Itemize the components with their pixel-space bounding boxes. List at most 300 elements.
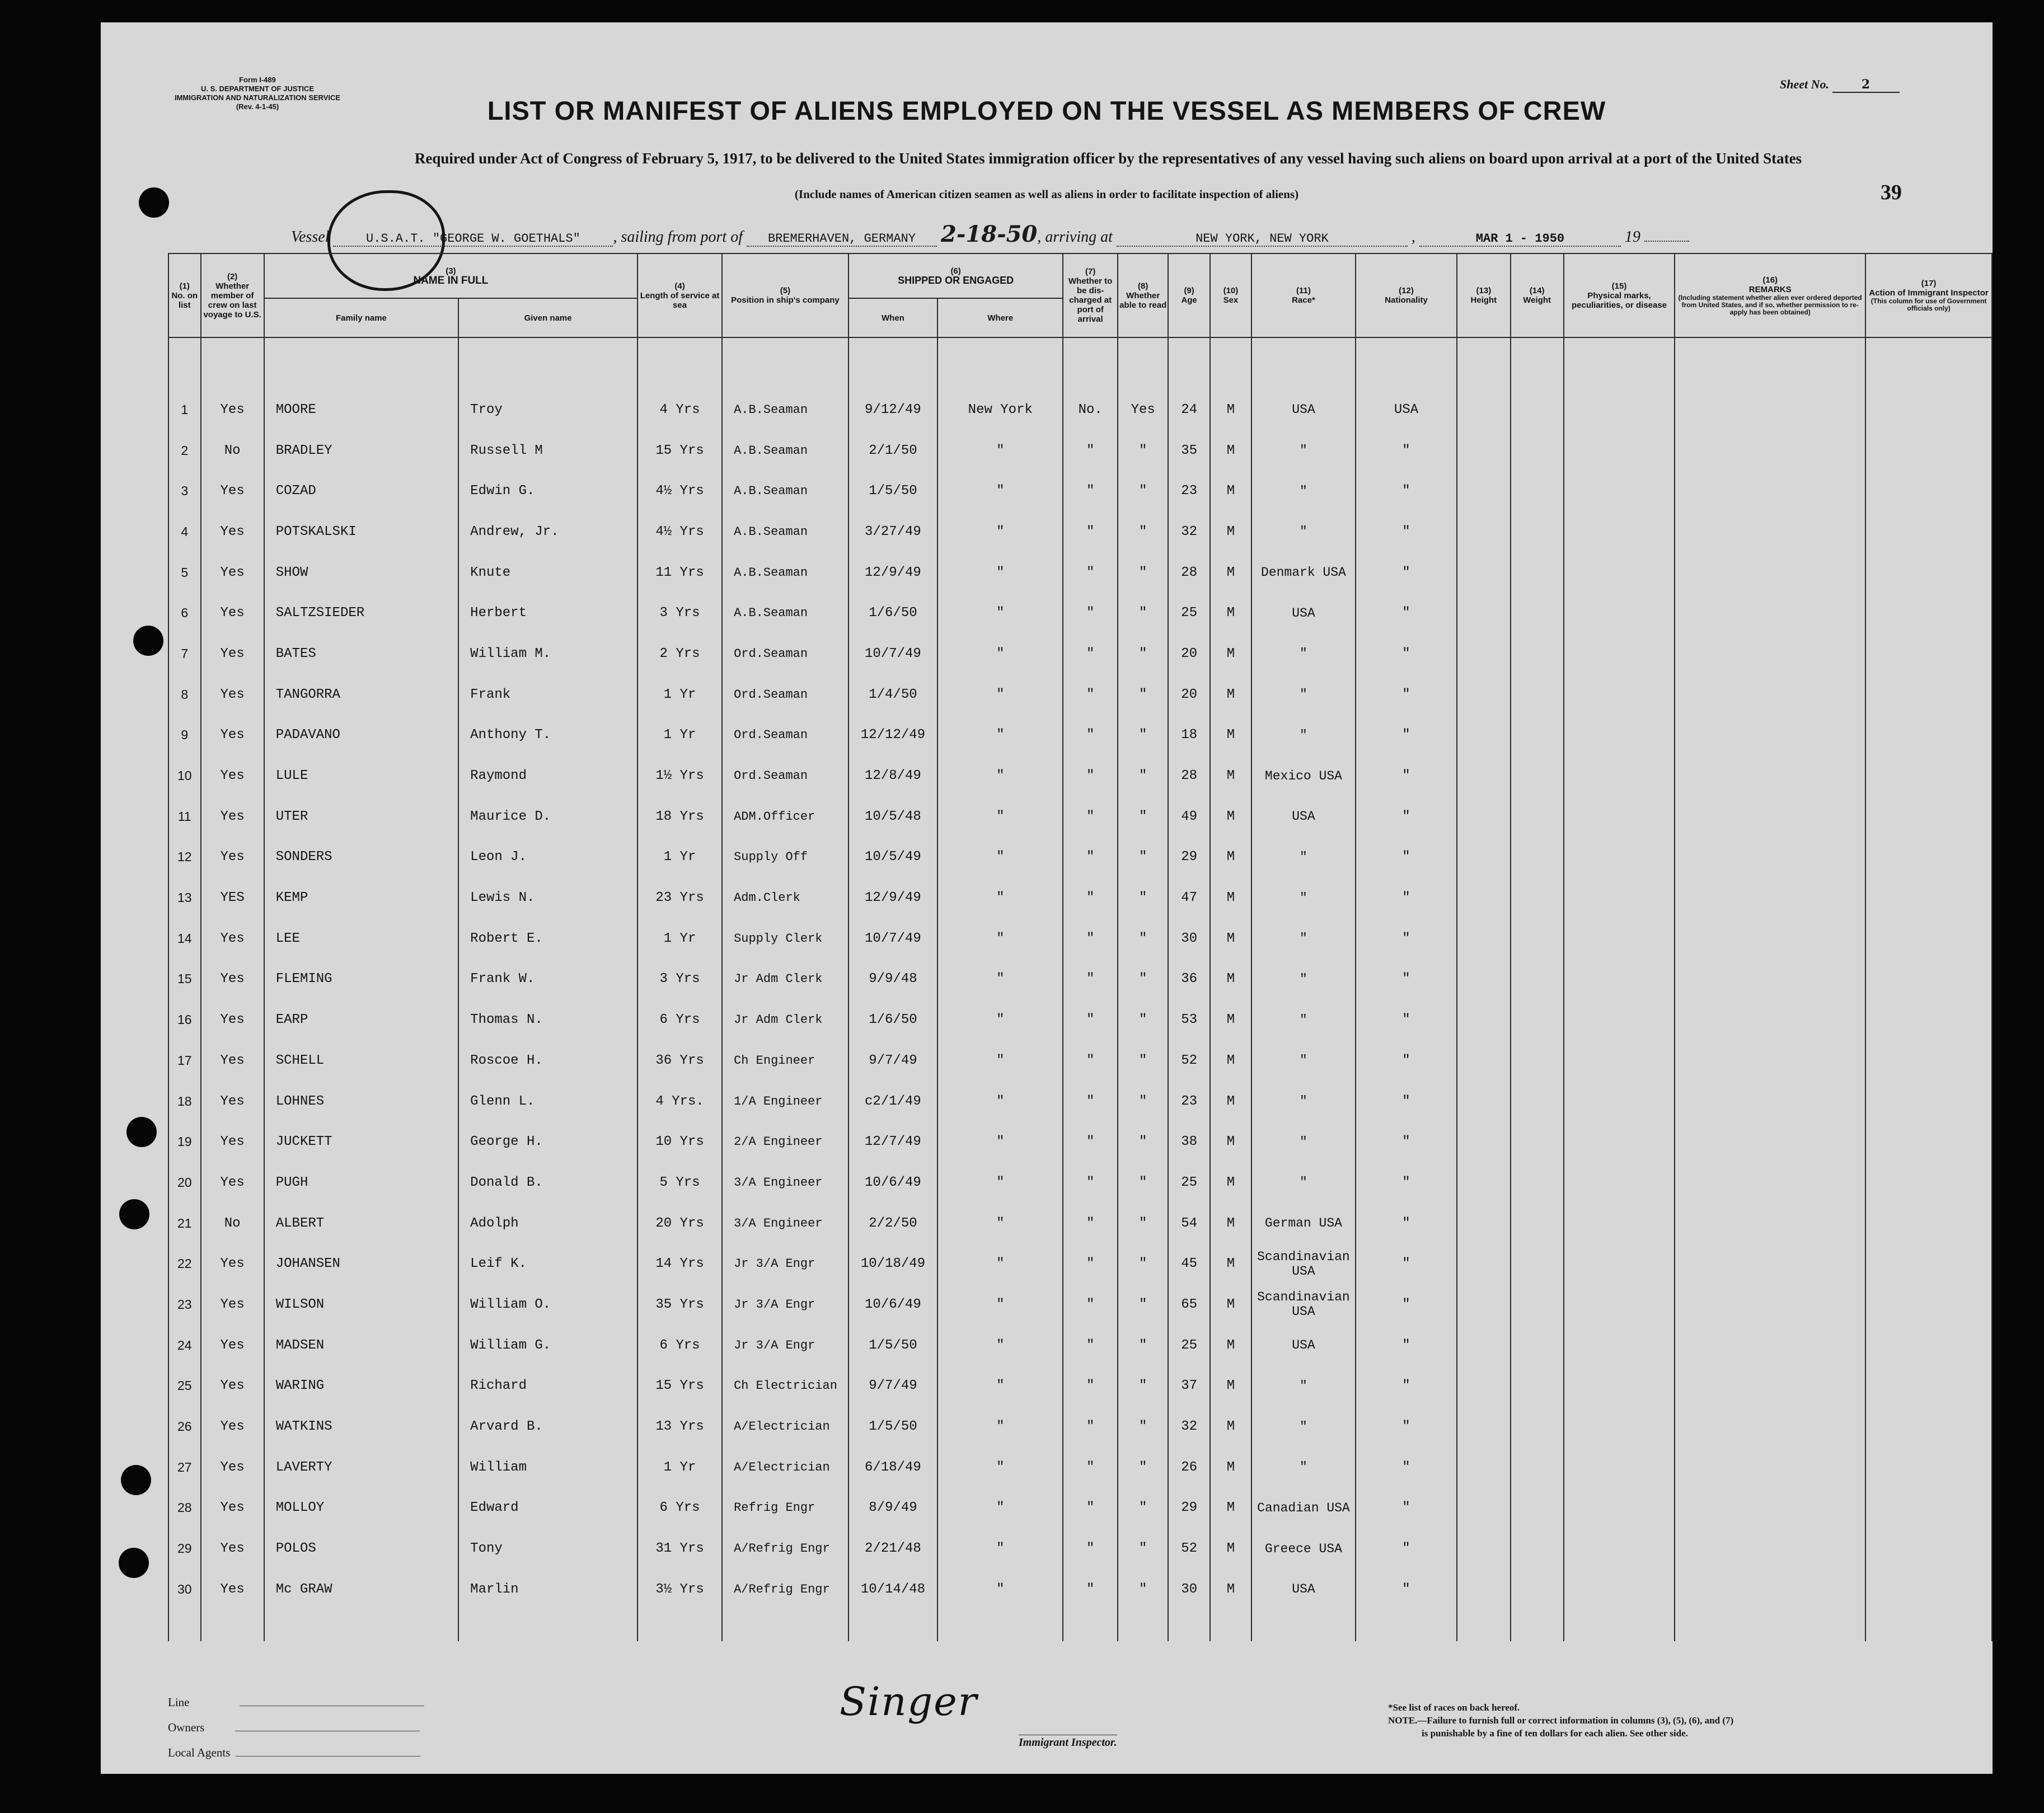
nationality-cell: " bbox=[1356, 1040, 1457, 1081]
header-able-to-read: Whether able to read bbox=[1119, 290, 1167, 310]
race-cell: " bbox=[1251, 959, 1356, 1000]
remarks-cell bbox=[1675, 796, 1865, 837]
service-length-cell: 2 Yrs bbox=[637, 633, 722, 674]
weight-cell bbox=[1511, 1488, 1564, 1529]
discharged-cell: " bbox=[1063, 796, 1117, 837]
physical-marks-cell bbox=[1564, 471, 1675, 511]
sex-cell: M bbox=[1210, 1081, 1251, 1122]
last-voyage-cell: Yes bbox=[201, 1121, 264, 1162]
family-name-cell: Mc GRAW bbox=[264, 1569, 458, 1610]
row-number: 4 bbox=[168, 511, 201, 552]
race-cell: " bbox=[1251, 999, 1356, 1040]
age-cell: 25 bbox=[1168, 593, 1209, 633]
shipped-where-cell: " bbox=[937, 1081, 1063, 1122]
owners-label: Owners bbox=[168, 1721, 205, 1734]
form-number: Form I-489 bbox=[239, 76, 276, 84]
weight-cell bbox=[1511, 1325, 1564, 1366]
manifest-sheet bbox=[101, 22, 1993, 1774]
height-cell bbox=[1457, 837, 1510, 878]
service-length-cell: 6 Yrs bbox=[637, 1488, 722, 1529]
header-last-voyage: Whether member of crew on last voyage to U.S. bbox=[203, 281, 261, 320]
able-to-read-cell: " bbox=[1118, 1203, 1169, 1244]
able-to-read-cell: " bbox=[1118, 430, 1169, 471]
nationality-cell: " bbox=[1356, 1243, 1457, 1284]
age-cell: 49 bbox=[1168, 796, 1209, 837]
crew-row bbox=[168, 1406, 1992, 1447]
height-cell bbox=[1457, 1406, 1510, 1447]
race-cell: USA bbox=[1251, 796, 1356, 837]
remarks-cell bbox=[1675, 1040, 1865, 1081]
inspector-action-cell bbox=[1865, 1040, 1992, 1081]
discharged-cell: " bbox=[1063, 959, 1117, 1000]
nationality-cell: " bbox=[1356, 552, 1457, 593]
page-title: LIST OR MANIFEST OF ALIENS EMPLOYED ON THE VESSEL AS MEMBERS OF CREW bbox=[487, 96, 1606, 125]
row-number: 19 bbox=[168, 1121, 201, 1162]
inspector-action-cell bbox=[1865, 1528, 1992, 1569]
race-cell: USA bbox=[1251, 1325, 1356, 1366]
height-cell bbox=[1457, 1081, 1510, 1122]
shipped-where-cell: " bbox=[937, 1569, 1063, 1610]
remarks-cell bbox=[1675, 1488, 1865, 1529]
age-cell: 35 bbox=[1168, 430, 1209, 471]
col-number-5: (5) bbox=[780, 286, 791, 295]
discharged-cell: " bbox=[1063, 1121, 1117, 1162]
discharged-cell: " bbox=[1063, 511, 1117, 552]
row-number: 29 bbox=[168, 1528, 201, 1569]
family-name-cell: SHOW bbox=[264, 552, 458, 593]
sex-cell: M bbox=[1210, 1406, 1251, 1447]
height-cell bbox=[1457, 633, 1510, 674]
row-number: 14 bbox=[168, 918, 201, 959]
service-length-cell: 11 Yrs bbox=[637, 552, 722, 593]
family-name-cell: EARP bbox=[264, 999, 458, 1040]
weight-cell bbox=[1511, 796, 1564, 837]
service-length-cell: 20 Yrs bbox=[637, 1203, 722, 1244]
nationality-cell: " bbox=[1356, 1488, 1457, 1529]
discharged-cell: " bbox=[1063, 430, 1117, 471]
service-length-cell: 4½ Yrs bbox=[637, 511, 722, 552]
position-cell: 3/A Engineer bbox=[722, 1203, 848, 1244]
service-length-cell: 14 Yrs bbox=[637, 1243, 722, 1284]
discharged-cell: " bbox=[1063, 1081, 1117, 1122]
shipped-when-cell: 1/5/50 bbox=[848, 1325, 937, 1366]
shipped-where-cell: " bbox=[937, 796, 1063, 837]
given-name-cell: Glenn L. bbox=[458, 1081, 637, 1122]
position-cell: Jr 3/A Engr bbox=[722, 1325, 848, 1366]
shipped-when-cell: 2/2/50 bbox=[848, 1203, 937, 1244]
height-cell bbox=[1457, 1284, 1510, 1325]
remarks-cell bbox=[1675, 999, 1865, 1040]
age-cell: 23 bbox=[1168, 471, 1209, 511]
inspector-action-cell bbox=[1865, 918, 1992, 959]
handwritten-date: 2-18-50 bbox=[940, 221, 1038, 247]
crew-row bbox=[168, 552, 1992, 593]
vessel-name: U.S.A.T. "GEORGE W. GOETHALS" bbox=[333, 232, 613, 247]
race-cell: USA bbox=[1251, 593, 1356, 633]
row-number: 24 bbox=[168, 1325, 201, 1366]
crew-row bbox=[168, 1081, 1992, 1122]
row-number: 13 bbox=[168, 877, 201, 918]
family-name-cell: WILSON bbox=[264, 1284, 458, 1325]
given-name-cell: Lewis N. bbox=[458, 877, 637, 918]
row-number: 8 bbox=[168, 674, 201, 715]
family-name-cell: FLEMING bbox=[264, 959, 458, 1000]
last-voyage-cell: Yes bbox=[201, 1284, 264, 1325]
family-name-cell: PADAVANO bbox=[264, 715, 458, 756]
physical-marks-cell bbox=[1564, 674, 1675, 715]
race-cell: " bbox=[1251, 1406, 1356, 1447]
shipped-when-cell: 6/18/49 bbox=[848, 1447, 937, 1488]
race-cell: USA bbox=[1251, 389, 1356, 430]
height-cell bbox=[1457, 918, 1510, 959]
given-name-cell: Troy bbox=[458, 389, 637, 430]
service-length-cell: 1 Yr bbox=[637, 918, 722, 959]
shipped-where-cell: " bbox=[937, 1284, 1063, 1325]
able-to-read-cell: " bbox=[1118, 552, 1169, 593]
inspector-label: Immigrant Inspector. bbox=[1019, 1735, 1117, 1749]
shipped-where-cell: " bbox=[937, 1203, 1063, 1244]
shipped-where-cell: " bbox=[937, 430, 1063, 471]
race-cell: " bbox=[1251, 633, 1356, 674]
service-length-cell: 18 Yrs bbox=[637, 796, 722, 837]
shipped-where-cell: " bbox=[937, 1528, 1063, 1569]
discharged-cell: " bbox=[1063, 999, 1117, 1040]
physical-marks-cell bbox=[1564, 796, 1675, 837]
arriving-label: , arriving at bbox=[1037, 228, 1113, 246]
age-cell: 20 bbox=[1168, 674, 1209, 715]
able-to-read-cell: " bbox=[1118, 959, 1169, 1000]
remarks-cell bbox=[1675, 918, 1865, 959]
crew-row bbox=[168, 837, 1992, 878]
race-cell: Canadian USA bbox=[1251, 1488, 1356, 1529]
inspector-action-cell bbox=[1865, 755, 1992, 796]
shipped-where-cell: " bbox=[937, 1121, 1063, 1162]
nationality-cell: " bbox=[1356, 633, 1457, 674]
sex-cell: M bbox=[1210, 837, 1251, 878]
physical-marks-cell bbox=[1564, 430, 1675, 471]
position-cell: Ord.Seaman bbox=[722, 674, 848, 715]
service-length-cell: 36 Yrs bbox=[637, 1040, 722, 1081]
penalty-note-1: NOTE.—Failure to furnish full or correct information in columns (3), (5), (6), and (7) bbox=[1388, 1715, 1734, 1726]
family-name-cell: ALBERT bbox=[264, 1203, 458, 1244]
service-length-cell: 1½ Yrs bbox=[637, 755, 722, 796]
position-cell: Supply Clerk bbox=[722, 918, 848, 959]
header-race: Race* bbox=[1292, 295, 1315, 305]
family-name-cell: LULE bbox=[264, 755, 458, 796]
remarks-cell bbox=[1675, 471, 1865, 511]
discharged-cell: " bbox=[1063, 593, 1117, 633]
position-cell: Jr Adm Clerk bbox=[722, 999, 848, 1040]
nationality-cell: " bbox=[1356, 837, 1457, 878]
given-name-cell: Robert E. bbox=[458, 918, 637, 959]
shipped-where-cell: " bbox=[937, 552, 1063, 593]
position-cell: A/Refrig Engr bbox=[722, 1528, 848, 1569]
given-name-cell: Frank bbox=[458, 674, 637, 715]
weight-cell bbox=[1511, 1121, 1564, 1162]
family-name-cell: WARING bbox=[264, 1366, 458, 1407]
header-shipped-engaged: SHIPPED OR ENGAGED bbox=[898, 275, 1014, 286]
given-name-cell: Donald B. bbox=[458, 1162, 637, 1203]
able-to-read-cell: " bbox=[1118, 715, 1169, 756]
age-cell: 25 bbox=[1168, 1325, 1209, 1366]
header-no-on-list: No. on list bbox=[171, 290, 198, 310]
remarks-cell bbox=[1675, 633, 1865, 674]
row-number: 10 bbox=[168, 755, 201, 796]
inspector-action-cell bbox=[1865, 999, 1992, 1040]
inspector-action-cell bbox=[1865, 715, 1992, 756]
race-cell: Greece USA bbox=[1251, 1528, 1356, 1569]
row-number: 23 bbox=[168, 1284, 201, 1325]
position-cell: A.B.Seaman bbox=[722, 593, 848, 633]
arrival-date-stamp: MAR 1 - 1950 bbox=[1419, 232, 1621, 247]
discharged-cell: " bbox=[1063, 552, 1117, 593]
shipped-when-cell: 10/7/49 bbox=[848, 633, 937, 674]
remarks-cell bbox=[1675, 1081, 1865, 1122]
shipped-where-cell: " bbox=[937, 1447, 1063, 1488]
sex-cell: M bbox=[1210, 715, 1251, 756]
height-cell bbox=[1457, 471, 1510, 511]
age-cell: 52 bbox=[1168, 1528, 1209, 1569]
able-to-read-cell: Yes bbox=[1118, 389, 1169, 430]
col-number-9: (9) bbox=[1184, 286, 1194, 295]
crew-row bbox=[168, 1040, 1992, 1081]
row-number: 25 bbox=[168, 1366, 201, 1407]
discharged-cell: " bbox=[1063, 674, 1117, 715]
family-name-cell: BATES bbox=[264, 633, 458, 674]
weight-cell bbox=[1511, 633, 1564, 674]
able-to-read-cell: " bbox=[1118, 796, 1169, 837]
able-to-read-cell: " bbox=[1118, 755, 1169, 796]
crew-row bbox=[168, 471, 1992, 511]
weight-cell bbox=[1511, 389, 1564, 430]
race-cell: " bbox=[1251, 837, 1356, 878]
shipped-when-cell: 10/5/49 bbox=[848, 837, 937, 878]
inspector-action-cell bbox=[1865, 877, 1992, 918]
position-cell: Jr Adm Clerk bbox=[722, 959, 848, 1000]
row-number: 30 bbox=[168, 1569, 201, 1610]
age-cell: 38 bbox=[1168, 1121, 1209, 1162]
discharged-cell: " bbox=[1063, 1162, 1117, 1203]
inspector-action-cell bbox=[1865, 1406, 1992, 1447]
shipped-when-cell: 10/18/49 bbox=[848, 1243, 937, 1284]
given-name-cell: Edward bbox=[458, 1488, 637, 1529]
nationality-cell: " bbox=[1356, 471, 1457, 511]
family-name-cell: LOHNES bbox=[264, 1081, 458, 1122]
sex-cell: M bbox=[1210, 633, 1251, 674]
inspector-action-cell bbox=[1865, 1284, 1992, 1325]
able-to-read-cell: " bbox=[1118, 471, 1169, 511]
race-cell: " bbox=[1251, 1040, 1356, 1081]
shipped-when-cell: 12/8/49 bbox=[848, 755, 937, 796]
physical-marks-cell bbox=[1564, 837, 1675, 878]
discharged-cell: " bbox=[1063, 755, 1117, 796]
footer-agents-field bbox=[168, 1746, 420, 1760]
given-name-cell: George H. bbox=[458, 1121, 637, 1162]
position-cell: A.B.Seaman bbox=[722, 471, 848, 511]
physical-marks-cell bbox=[1564, 1447, 1675, 1488]
shipped-when-cell: 3/27/49 bbox=[848, 511, 937, 552]
given-name-cell: Herbert bbox=[458, 593, 637, 633]
last-voyage-cell: Yes bbox=[201, 999, 264, 1040]
height-cell bbox=[1457, 1121, 1510, 1162]
last-voyage-cell: Yes bbox=[201, 796, 264, 837]
remarks-cell bbox=[1675, 1243, 1865, 1284]
last-voyage-cell: Yes bbox=[201, 1406, 264, 1447]
given-name-cell: Raymond bbox=[458, 755, 637, 796]
race-cell: " bbox=[1251, 918, 1356, 959]
header-remarks-note: (Including statement whether alien ever ordered deported from United States, and if so, whether permission to re-apply has been obtained) bbox=[1678, 293, 1862, 316]
shipped-when-cell: 8/9/49 bbox=[848, 1488, 937, 1529]
weight-cell bbox=[1511, 1528, 1564, 1569]
row-number: 16 bbox=[168, 999, 201, 1040]
inspector-action-cell bbox=[1865, 1243, 1992, 1284]
crew-row bbox=[168, 511, 1992, 552]
row-number: 2 bbox=[168, 430, 201, 471]
shipped-when-cell: 1/5/50 bbox=[848, 471, 937, 511]
position-cell: Adm.Clerk bbox=[722, 877, 848, 918]
remarks-cell bbox=[1675, 552, 1865, 593]
discharged-cell: " bbox=[1063, 1569, 1117, 1610]
position-cell: Ch Electrician bbox=[722, 1366, 848, 1407]
able-to-read-cell: " bbox=[1118, 1447, 1169, 1488]
height-cell bbox=[1457, 1488, 1510, 1529]
nationality-cell: " bbox=[1356, 511, 1457, 552]
physical-marks-cell bbox=[1564, 1284, 1675, 1325]
row-number: 5 bbox=[168, 552, 201, 593]
last-voyage-cell: Yes bbox=[201, 1325, 264, 1366]
family-name-cell: UTER bbox=[264, 796, 458, 837]
footer-owners-field bbox=[168, 1721, 420, 1735]
sex-cell: M bbox=[1210, 1447, 1251, 1488]
last-voyage-cell: Yes bbox=[201, 552, 264, 593]
remarks-cell bbox=[1675, 1406, 1865, 1447]
row-number: 20 bbox=[168, 1162, 201, 1203]
shipped-where-cell: " bbox=[937, 877, 1063, 918]
given-name-cell: Russell M bbox=[458, 430, 637, 471]
vessel-label: Vessel bbox=[291, 228, 330, 246]
nationality-cell: " bbox=[1356, 1406, 1457, 1447]
crew-row bbox=[168, 1366, 1992, 1407]
nationality-cell: " bbox=[1356, 593, 1457, 633]
last-voyage-cell: No bbox=[201, 430, 264, 471]
crew-row bbox=[168, 715, 1992, 756]
shipped-when-cell: 2/21/48 bbox=[848, 1528, 937, 1569]
shipped-where-cell: " bbox=[937, 1162, 1063, 1203]
inspector-action-cell bbox=[1865, 1203, 1992, 1244]
header-discharged: Whether to be dis-charged at port of arrival bbox=[1068, 276, 1113, 324]
sex-cell: M bbox=[1210, 1162, 1251, 1203]
age-cell: 47 bbox=[1168, 877, 1209, 918]
binder-hole bbox=[139, 187, 169, 218]
family-name-cell: SALTZSIEDER bbox=[264, 593, 458, 633]
last-voyage-cell: Yes bbox=[201, 1488, 264, 1529]
crew-row bbox=[168, 959, 1992, 1000]
race-cell: USA bbox=[1251, 1569, 1356, 1610]
height-cell bbox=[1457, 1447, 1510, 1488]
shipped-when-cell: 9/12/49 bbox=[848, 389, 937, 430]
height-cell bbox=[1457, 389, 1510, 430]
remarks-cell bbox=[1675, 389, 1865, 430]
col-number-6: (6) bbox=[950, 266, 961, 276]
race-cell: " bbox=[1251, 1162, 1356, 1203]
weight-cell bbox=[1511, 593, 1564, 633]
given-name-cell: Tony bbox=[458, 1528, 637, 1569]
age-cell: 65 bbox=[1168, 1284, 1209, 1325]
crew-row bbox=[168, 1284, 1992, 1325]
header-name-in-full: NAME IN FULL bbox=[413, 275, 489, 286]
header-remarks: REMARKS bbox=[1748, 284, 1792, 294]
sex-cell: M bbox=[1210, 999, 1251, 1040]
physical-marks-cell bbox=[1564, 552, 1675, 593]
remarks-cell bbox=[1675, 959, 1865, 1000]
shipped-where-cell: " bbox=[937, 999, 1063, 1040]
agents-label: Local Agents bbox=[168, 1746, 231, 1759]
inspector-action-cell bbox=[1865, 552, 1992, 593]
inclusion-note: (Include names of American citizen seamen as well as aliens in order to facilitate inspection of aliens) bbox=[794, 187, 1299, 201]
able-to-read-cell: " bbox=[1118, 1488, 1169, 1529]
crew-row bbox=[168, 877, 1992, 918]
shipped-where-cell: " bbox=[937, 633, 1063, 674]
shipped-when-cell: 1/5/50 bbox=[848, 1406, 937, 1447]
sex-cell: M bbox=[1210, 593, 1251, 633]
race-cell: " bbox=[1251, 511, 1356, 552]
able-to-read-cell: " bbox=[1118, 1406, 1169, 1447]
shipped-when-cell: 12/9/49 bbox=[848, 552, 937, 593]
age-cell: 54 bbox=[1168, 1203, 1209, 1244]
binder-hole bbox=[126, 1117, 157, 1147]
row-number: 9 bbox=[168, 715, 201, 756]
age-cell: 32 bbox=[1168, 1406, 1209, 1447]
shipped-where-cell: " bbox=[937, 1406, 1063, 1447]
physical-marks-cell bbox=[1564, 1121, 1675, 1162]
age-cell: 45 bbox=[1168, 1243, 1209, 1284]
nationality-cell: " bbox=[1356, 999, 1457, 1040]
family-name-cell: JUCKETT bbox=[264, 1121, 458, 1162]
service-length-cell: 1 Yr bbox=[637, 715, 722, 756]
nationality-cell: " bbox=[1356, 674, 1457, 715]
race-cell: Denmark USA bbox=[1251, 552, 1356, 593]
crew-row bbox=[168, 1488, 1992, 1529]
physical-marks-cell bbox=[1564, 755, 1675, 796]
footer-line-field bbox=[168, 1695, 424, 1709]
service-length-cell: 5 Yrs bbox=[637, 1162, 722, 1203]
header-given-name: Given name bbox=[458, 298, 637, 337]
nationality-cell: " bbox=[1356, 715, 1457, 756]
physical-marks-cell bbox=[1564, 999, 1675, 1040]
department-name: U. S. DEPARTMENT OF JUSTICE bbox=[201, 84, 314, 93]
departure-port: BREMERHAVEN, GERMANY bbox=[747, 232, 937, 247]
age-cell: 26 bbox=[1168, 1447, 1209, 1488]
physical-marks-cell bbox=[1564, 715, 1675, 756]
race-cell: " bbox=[1251, 1121, 1356, 1162]
header-where: Where bbox=[937, 298, 1063, 337]
nationality-cell: " bbox=[1356, 796, 1457, 837]
inspector-action-cell bbox=[1865, 1488, 1992, 1529]
shipped-where-cell: " bbox=[937, 1243, 1063, 1284]
remarks-cell bbox=[1675, 715, 1865, 756]
inspector-action-cell bbox=[1865, 837, 1992, 878]
family-name-cell: COZAD bbox=[264, 471, 458, 511]
sex-cell: M bbox=[1210, 796, 1251, 837]
position-cell: 1/A Engineer bbox=[722, 1081, 848, 1122]
last-voyage-cell: Yes bbox=[201, 1081, 264, 1122]
shipped-where-cell: New York bbox=[937, 389, 1063, 430]
physical-marks-cell bbox=[1564, 1488, 1675, 1529]
col-number-15: (15) bbox=[1611, 281, 1627, 291]
physical-marks-cell bbox=[1564, 593, 1675, 633]
shipped-where-cell: " bbox=[937, 471, 1063, 511]
discharged-cell: " bbox=[1063, 715, 1117, 756]
